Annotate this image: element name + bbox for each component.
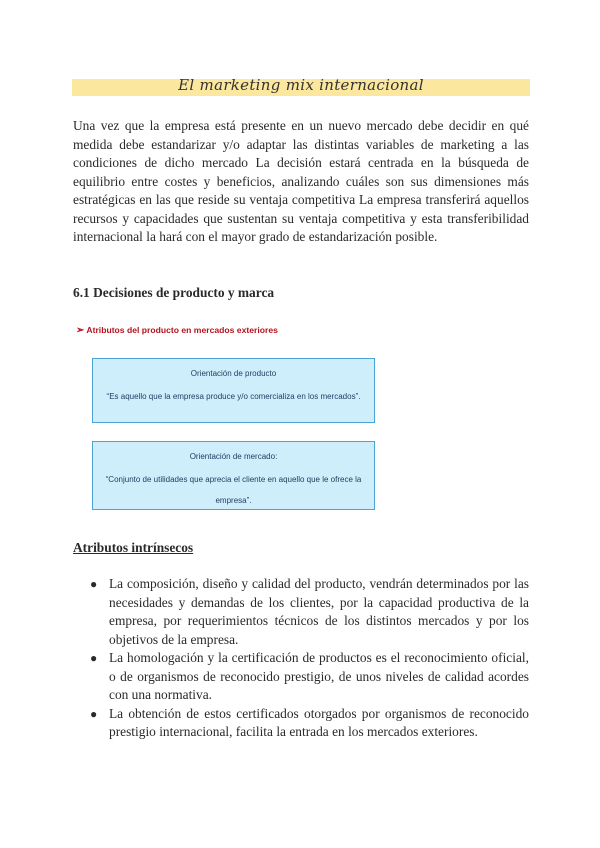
- box-title: Orientación de mercado:: [189, 452, 278, 461]
- intro-paragraph: Una vez que la empresa está presente en un nuevo mercado debe decidir en qué medida debe estandarizar y/o adaptar las distintas variables de marketing a las condiciones de dicho mercado La decisión estará centrada en la búsqueda de equilibrio entre costes y beneficios, analizando cuáles son sus dimensiones más estratégicas en las que reside su ventaja competitiva La empresa transferirá aquellos recursos y capacidades que sustentan su ventaja competitiva y esta transferibilidad internacional la hará con el mayor grado de estandarización posible.: [73, 118, 529, 244]
- bullet-icon: ●: [90, 577, 98, 591]
- list-item-text: La homologación y la certificación de productos es el reconocimiento oficial, o de organismos de reconocido prestigio, de unos niveles de calidad acordes con una normativa.: [109, 650, 529, 702]
- box-body: “Conjunto de utilidades que aprecia el cliente en aquello que le ofrece la empresa”.: [105, 475, 362, 505]
- market-orientation-box: [92, 441, 375, 510]
- sub-heading-label: Atributos del producto en mercados exteriores: [86, 325, 278, 335]
- section-heading: 6.1 Decisiones de producto y marca: [73, 285, 275, 300]
- arrow-bullet-icon: ➢: [76, 325, 85, 336]
- bullet-icon: ●: [90, 651, 98, 665]
- list-item: [73, 705, 529, 742]
- bullet-icon: ●: [90, 706, 98, 721]
- list-item: [73, 649, 529, 705]
- list-item-text: La composición, diseño y calidad del producto, vendrán determinados por las necesidades y demandas de los clientes, por la capacidad productiva de la empresa, por requerimientos técnicos de los distintos mercados y por los objetivos de la empresa.: [109, 576, 529, 647]
- box-body: “Es aquello que la empresa produce y/o comercializa en los mercados”.: [106, 392, 361, 401]
- product-orientation-box: [92, 358, 375, 423]
- list-item: [73, 575, 529, 649]
- bullet-list: [73, 575, 529, 742]
- sub-heading: [76, 325, 278, 336]
- list-item-text: La obtención de estos certificados otorgados por organismos de reconocido prestigio internacional, facilita la entrada en los mercados exteriores.: [109, 705, 529, 739]
- box-title: Orientación de producto: [190, 369, 277, 378]
- attributes-heading: Atributos intrínsecos: [73, 540, 194, 555]
- page-title: El marketing mix internacional: [178, 76, 424, 94]
- title-highlight: [72, 76, 530, 96]
